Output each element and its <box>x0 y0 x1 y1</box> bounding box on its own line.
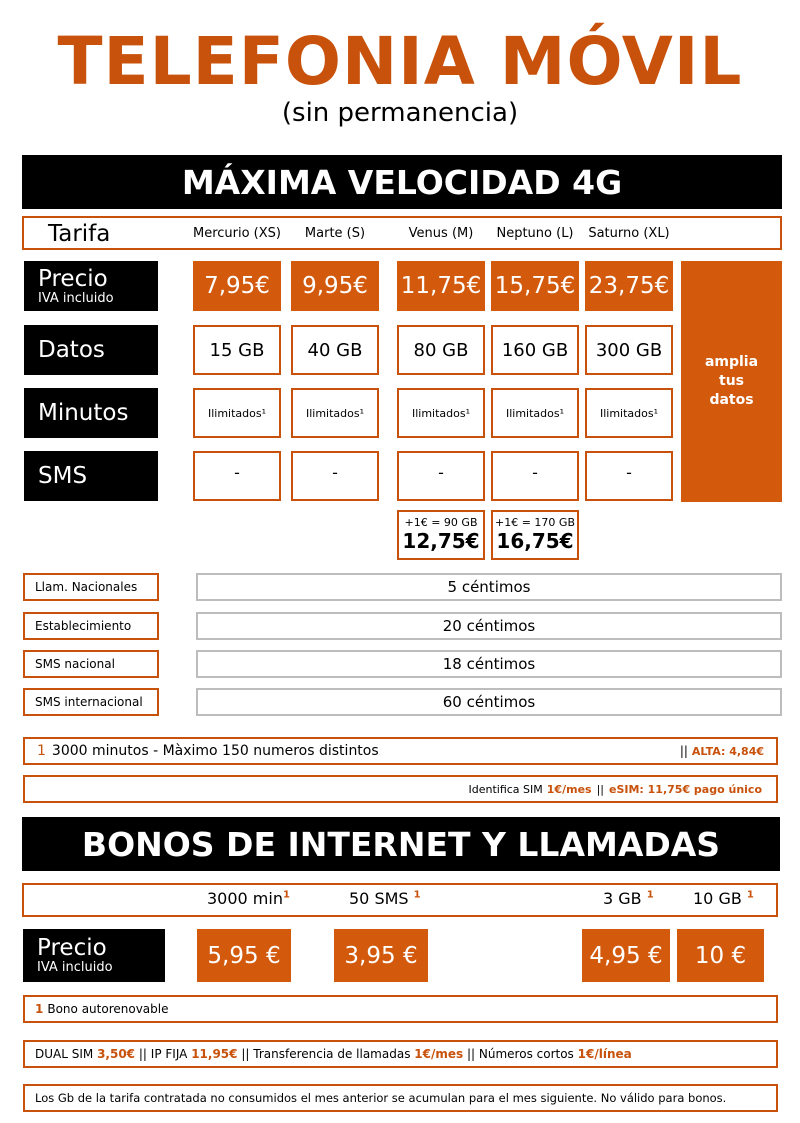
cost-value-establecimiento: 20 céntimos <box>196 612 782 640</box>
extras-sep-1: || <box>138 1047 147 1061</box>
sms-mercurio: - <box>193 451 281 501</box>
ip-fija-price: 11,95€ <box>191 1047 238 1061</box>
transfer-label: Transferencia de llamadas <box>253 1047 411 1061</box>
plan-header-mercurio: Mercurio (XS) <box>192 226 281 241</box>
minutos-venus: Ilimitados¹ <box>397 388 485 438</box>
minutos-mercurio: Ilimitados¹ <box>193 388 281 438</box>
bono-price-50sms: 3,95 € <box>334 929 428 982</box>
price-mercurio: 7,95€ <box>193 261 281 311</box>
minutos-marte: Ilimitados¹ <box>291 388 379 438</box>
price-venus: 11,75€ <box>397 261 485 311</box>
upgrade-neptuno-price: 16,75€ <box>496 529 574 553</box>
precio-label-text: Precio <box>38 265 108 292</box>
upgrade-neptuno-top: +1€ = 170 GB <box>495 516 575 529</box>
price-marte: 9,95€ <box>291 261 379 311</box>
bono-head-3gb-sup: 1 <box>646 889 654 901</box>
cost-label-sms-nacional: SMS nacional <box>23 650 159 678</box>
bono-head-50sms <box>349 889 421 908</box>
row-label-sms: SMS <box>24 451 158 501</box>
footnote-text: 3000 minutos - Màximo 150 numeros distintos <box>51 743 379 759</box>
row-label-datos: Datos <box>24 325 158 375</box>
bono-note-text: Bono autorenovable <box>47 1002 169 1016</box>
footnote-separator: || <box>679 744 688 758</box>
datos-saturno: 300 GB <box>585 325 673 375</box>
bono-head-3000min-label: 3000 min <box>207 889 283 908</box>
plan-header-marte: Marte (S) <box>304 226 366 241</box>
page-subtitle: (sin permanencia) <box>281 98 519 128</box>
sms-neptuno: - <box>491 451 579 501</box>
bono-price-10gb: 10 € <box>677 929 764 982</box>
datos-neptuno: 160 GB <box>491 325 579 375</box>
upgrade-venus-price: 12,75€ <box>402 529 480 553</box>
final-note: Los Gb de la tarifa contratada no consumidos el mes anterior se acumulan para el mes siguiente. No válido para bonos. <box>23 1084 778 1112</box>
price-neptuno: 15,75€ <box>491 261 579 311</box>
upgrade-venus-top: +1€ = 90 GB <box>404 516 478 529</box>
sim-row <box>23 775 778 803</box>
cost-value-nacionales: 5 céntimos <box>196 573 782 601</box>
alta-price: ALTA: 4,84€ <box>691 744 764 758</box>
sms-marte: - <box>291 451 379 501</box>
bono-head-3000min-sup: 1 <box>282 889 290 901</box>
plan-header-saturno: Saturno (XL) <box>588 226 670 241</box>
datos-mercurio: 15 GB <box>193 325 281 375</box>
price-saturno: 23,75€ <box>585 261 673 311</box>
bonos-precio-sublabel-text: IVA incluido <box>37 960 113 975</box>
sms-venus: - <box>397 451 485 501</box>
esim-price: eSIM: 11,75€ pago único <box>609 782 762 796</box>
bono-note-row <box>23 995 778 1023</box>
bono-head-3gb-label: 3 GB <box>603 889 642 908</box>
extras-sep-2: || <box>241 1047 250 1061</box>
row-label-minutos: Minutos <box>24 388 158 438</box>
short-numbers-price: 1€/línea <box>577 1047 632 1061</box>
bono-head-3gb <box>603 889 654 908</box>
dual-sim-price: 3,50€ <box>97 1047 136 1061</box>
cost-label-establecimiento: Establecimiento <box>23 612 159 640</box>
section-banner-bonos: BONOS DE INTERNET Y LLAMADAS <box>22 817 780 871</box>
bono-head-10gb-label: 10 GB <box>693 889 742 908</box>
extras-row <box>23 1040 778 1068</box>
extras-sep-3: || <box>466 1047 476 1061</box>
bono-head-3000min <box>207 889 290 908</box>
minutos-neptuno: Ilimitados¹ <box>491 388 579 438</box>
footnote-minutos-row <box>23 737 778 765</box>
dual-sim-label: DUAL SIM <box>35 1047 94 1061</box>
transfer-price: 1€/mes <box>414 1047 464 1061</box>
datos-venus: 80 GB <box>397 325 485 375</box>
section-banner-4g: MÁXIMA VELOCIDAD 4G <box>22 155 782 209</box>
sim-label: Identifica SIM <box>468 782 543 796</box>
plan-header-venus: Venus (M) <box>408 226 474 241</box>
amplia-datos-panel: amplia tus datos <box>681 261 782 502</box>
page-title: TELEFONIA MÓVIL <box>57 23 743 100</box>
row-label-precio <box>24 261 158 311</box>
precio-sublabel-text: IVA incluido <box>38 290 114 306</box>
bono-head-50sms-label: 50 SMS <box>349 889 409 908</box>
upgrade-venus <box>397 510 485 560</box>
minutos-saturno: Ilimitados¹ <box>585 388 673 438</box>
sim-separator: || <box>596 782 604 796</box>
bono-price-3000min: 5,95 € <box>197 929 291 982</box>
cost-value-sms-internacional: 60 céntimos <box>196 688 782 716</box>
bono-head-50sms-sup: 1 <box>413 889 421 901</box>
datos-marte: 40 GB <box>291 325 379 375</box>
bono-note-number: 1 <box>35 1002 44 1016</box>
short-numbers-label: Números cortos <box>478 1047 574 1061</box>
bonos-row-label-precio <box>23 929 165 982</box>
sim-price: 1€/mes <box>546 782 592 796</box>
ip-fija-label: IP FIJA <box>150 1047 188 1061</box>
bonos-precio-label-text: Precio <box>37 935 107 961</box>
plan-header-neptuno: Neptuno (L) <box>496 226 574 241</box>
footnote-number: 1 <box>37 743 46 759</box>
bono-head-10gb-sup: 1 <box>746 889 754 901</box>
sms-saturno: - <box>585 451 673 501</box>
bono-head-10gb <box>693 889 754 908</box>
cost-value-sms-nacional: 18 céntimos <box>196 650 782 678</box>
bono-price-3gb: 4,95 € <box>582 929 670 982</box>
cost-label-nacionales: Llam. Nacionales <box>23 573 159 601</box>
cost-label-sms-internacional: SMS internacional <box>23 688 159 716</box>
upgrade-neptuno <box>491 510 579 560</box>
tarifa-label: Tarifa <box>48 221 111 247</box>
